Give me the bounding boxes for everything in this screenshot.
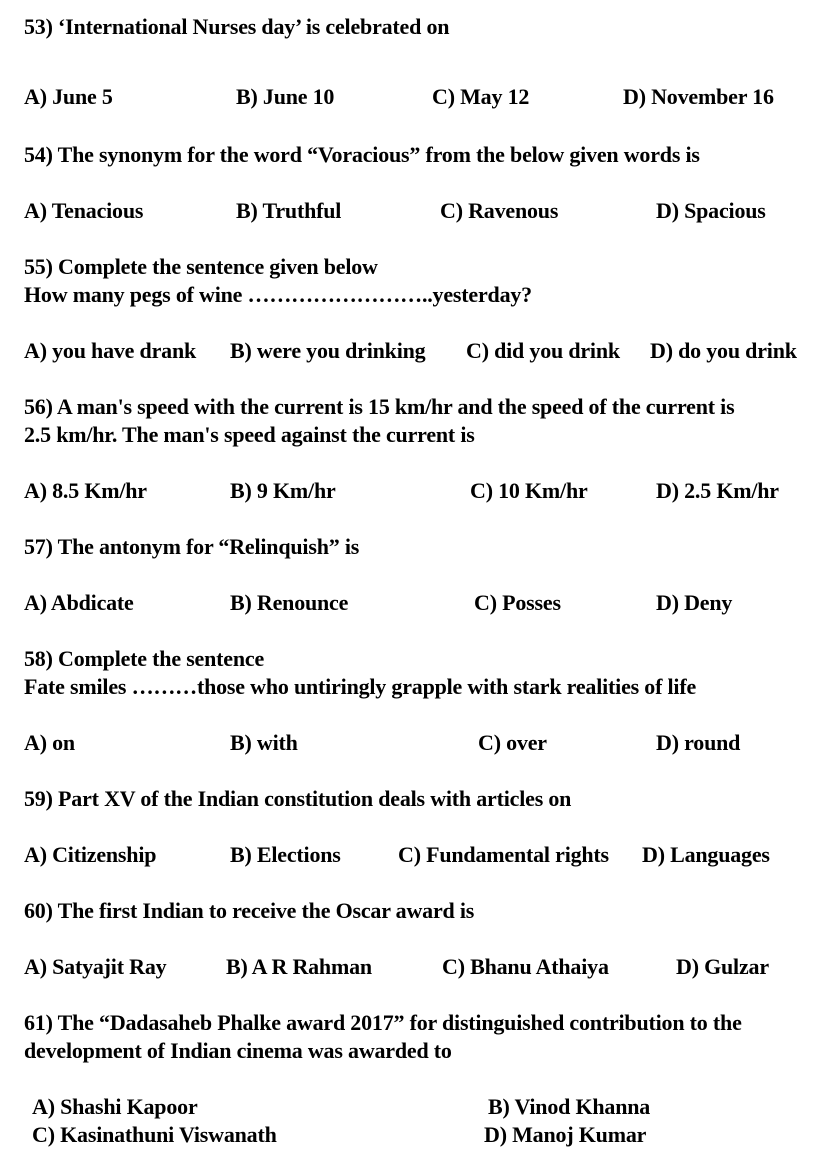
option-b: B) Elections (230, 842, 341, 867)
option-d: D) 2.5 Km/hr (656, 478, 779, 503)
question-number: 58) (24, 646, 53, 671)
question-text (24, 1010, 742, 1036)
option-a: A) you have drank (24, 338, 197, 363)
question-text (24, 254, 378, 280)
question-line: The first Indian to receive the Oscar award is (57, 898, 475, 923)
question-number: 59) (24, 786, 53, 811)
option-d: D) Gulzar (676, 954, 769, 979)
option-b: B) 9 Km/hr (230, 478, 336, 503)
option-a: A) on (24, 730, 75, 755)
question-text (24, 14, 449, 40)
option-d: D) Deny (656, 590, 733, 615)
question-number: 60) (24, 898, 53, 923)
question-text (24, 898, 474, 924)
question-line: How many pegs of wine ……………………..yesterday? (24, 282, 532, 307)
question-line: 2.5 km/hr. The man's speed against the current is (24, 422, 475, 447)
option-b: B) June 10 (236, 84, 335, 109)
question-number: 54) (24, 142, 53, 167)
question-line: The synonym for the word “Voracious” from the below given words is (57, 142, 700, 167)
option-a: A) Citizenship (24, 842, 157, 867)
option-a: A) Satyajit Ray (24, 954, 167, 979)
option-c: C) over (478, 730, 547, 755)
option-a: A) Tenacious (24, 198, 144, 223)
option-a: A) Abdicate (24, 590, 134, 615)
option-c: C) 10 Km/hr (470, 478, 588, 503)
option-b: B) were you drinking (230, 338, 426, 363)
question-number: 53) (24, 14, 53, 39)
option-b: B) with (230, 730, 298, 755)
option-d: D) do you drink (650, 338, 797, 363)
option-c: C) Bhanu Athaiya (442, 954, 609, 979)
option-c: C) Kasinathuni Viswanath (32, 1122, 277, 1147)
question-line: development of Indian cinema was awarded to (24, 1038, 452, 1063)
option-b: B) Renounce (230, 590, 349, 615)
option-b: B) A R Rahman (226, 954, 372, 979)
question-number: 56) (24, 394, 53, 419)
option-c: C) Fundamental rights (398, 842, 609, 867)
option-b: B) Vinod Khanna (488, 1094, 651, 1119)
question-text (24, 534, 359, 560)
option-a: A) Shashi Kapoor (32, 1094, 198, 1119)
question-number: 57) (24, 534, 53, 559)
question-number: 55) (24, 254, 53, 279)
option-d: D) round (656, 730, 741, 755)
option-d: D) Spacious (656, 198, 766, 223)
question-line: The antonym for “Relinquish” is (57, 534, 360, 559)
option-d: D) Manoj Kumar (484, 1122, 647, 1147)
option-c: C) Posses (474, 590, 561, 615)
option-a: A) June 5 (24, 84, 113, 109)
option-d: D) November 16 (623, 84, 774, 109)
question-line: Complete the sentence given below (58, 254, 378, 279)
option-c: C) May 12 (432, 84, 530, 109)
question-text (24, 394, 734, 420)
option-d: D) Languages (642, 842, 770, 867)
question-text (24, 142, 700, 168)
question-text (24, 786, 571, 812)
option-c: C) did you drink (466, 338, 620, 363)
question-line: A man's speed with the current is 15 km/hr and the speed of the current is (56, 394, 735, 419)
question-line: Part XV of the Indian constitution deals with articles on (58, 786, 572, 811)
question-line: ‘International Nurses day’ is celebrated on (58, 14, 450, 39)
question-number: 61) (24, 1010, 53, 1035)
option-a: A) 8.5 Km/hr (24, 478, 147, 503)
option-c: C) Ravenous (440, 198, 559, 223)
question-line: Fate smiles ………those who untiringly grapple with stark realities of life (24, 674, 697, 699)
option-b: B) Truthful (236, 198, 342, 223)
question-line: Complete the sentence (58, 646, 265, 671)
question-text (24, 646, 264, 672)
question-line: The “Dadasaheb Phalke award 2017” for distinguished contribution to the (57, 1010, 742, 1035)
